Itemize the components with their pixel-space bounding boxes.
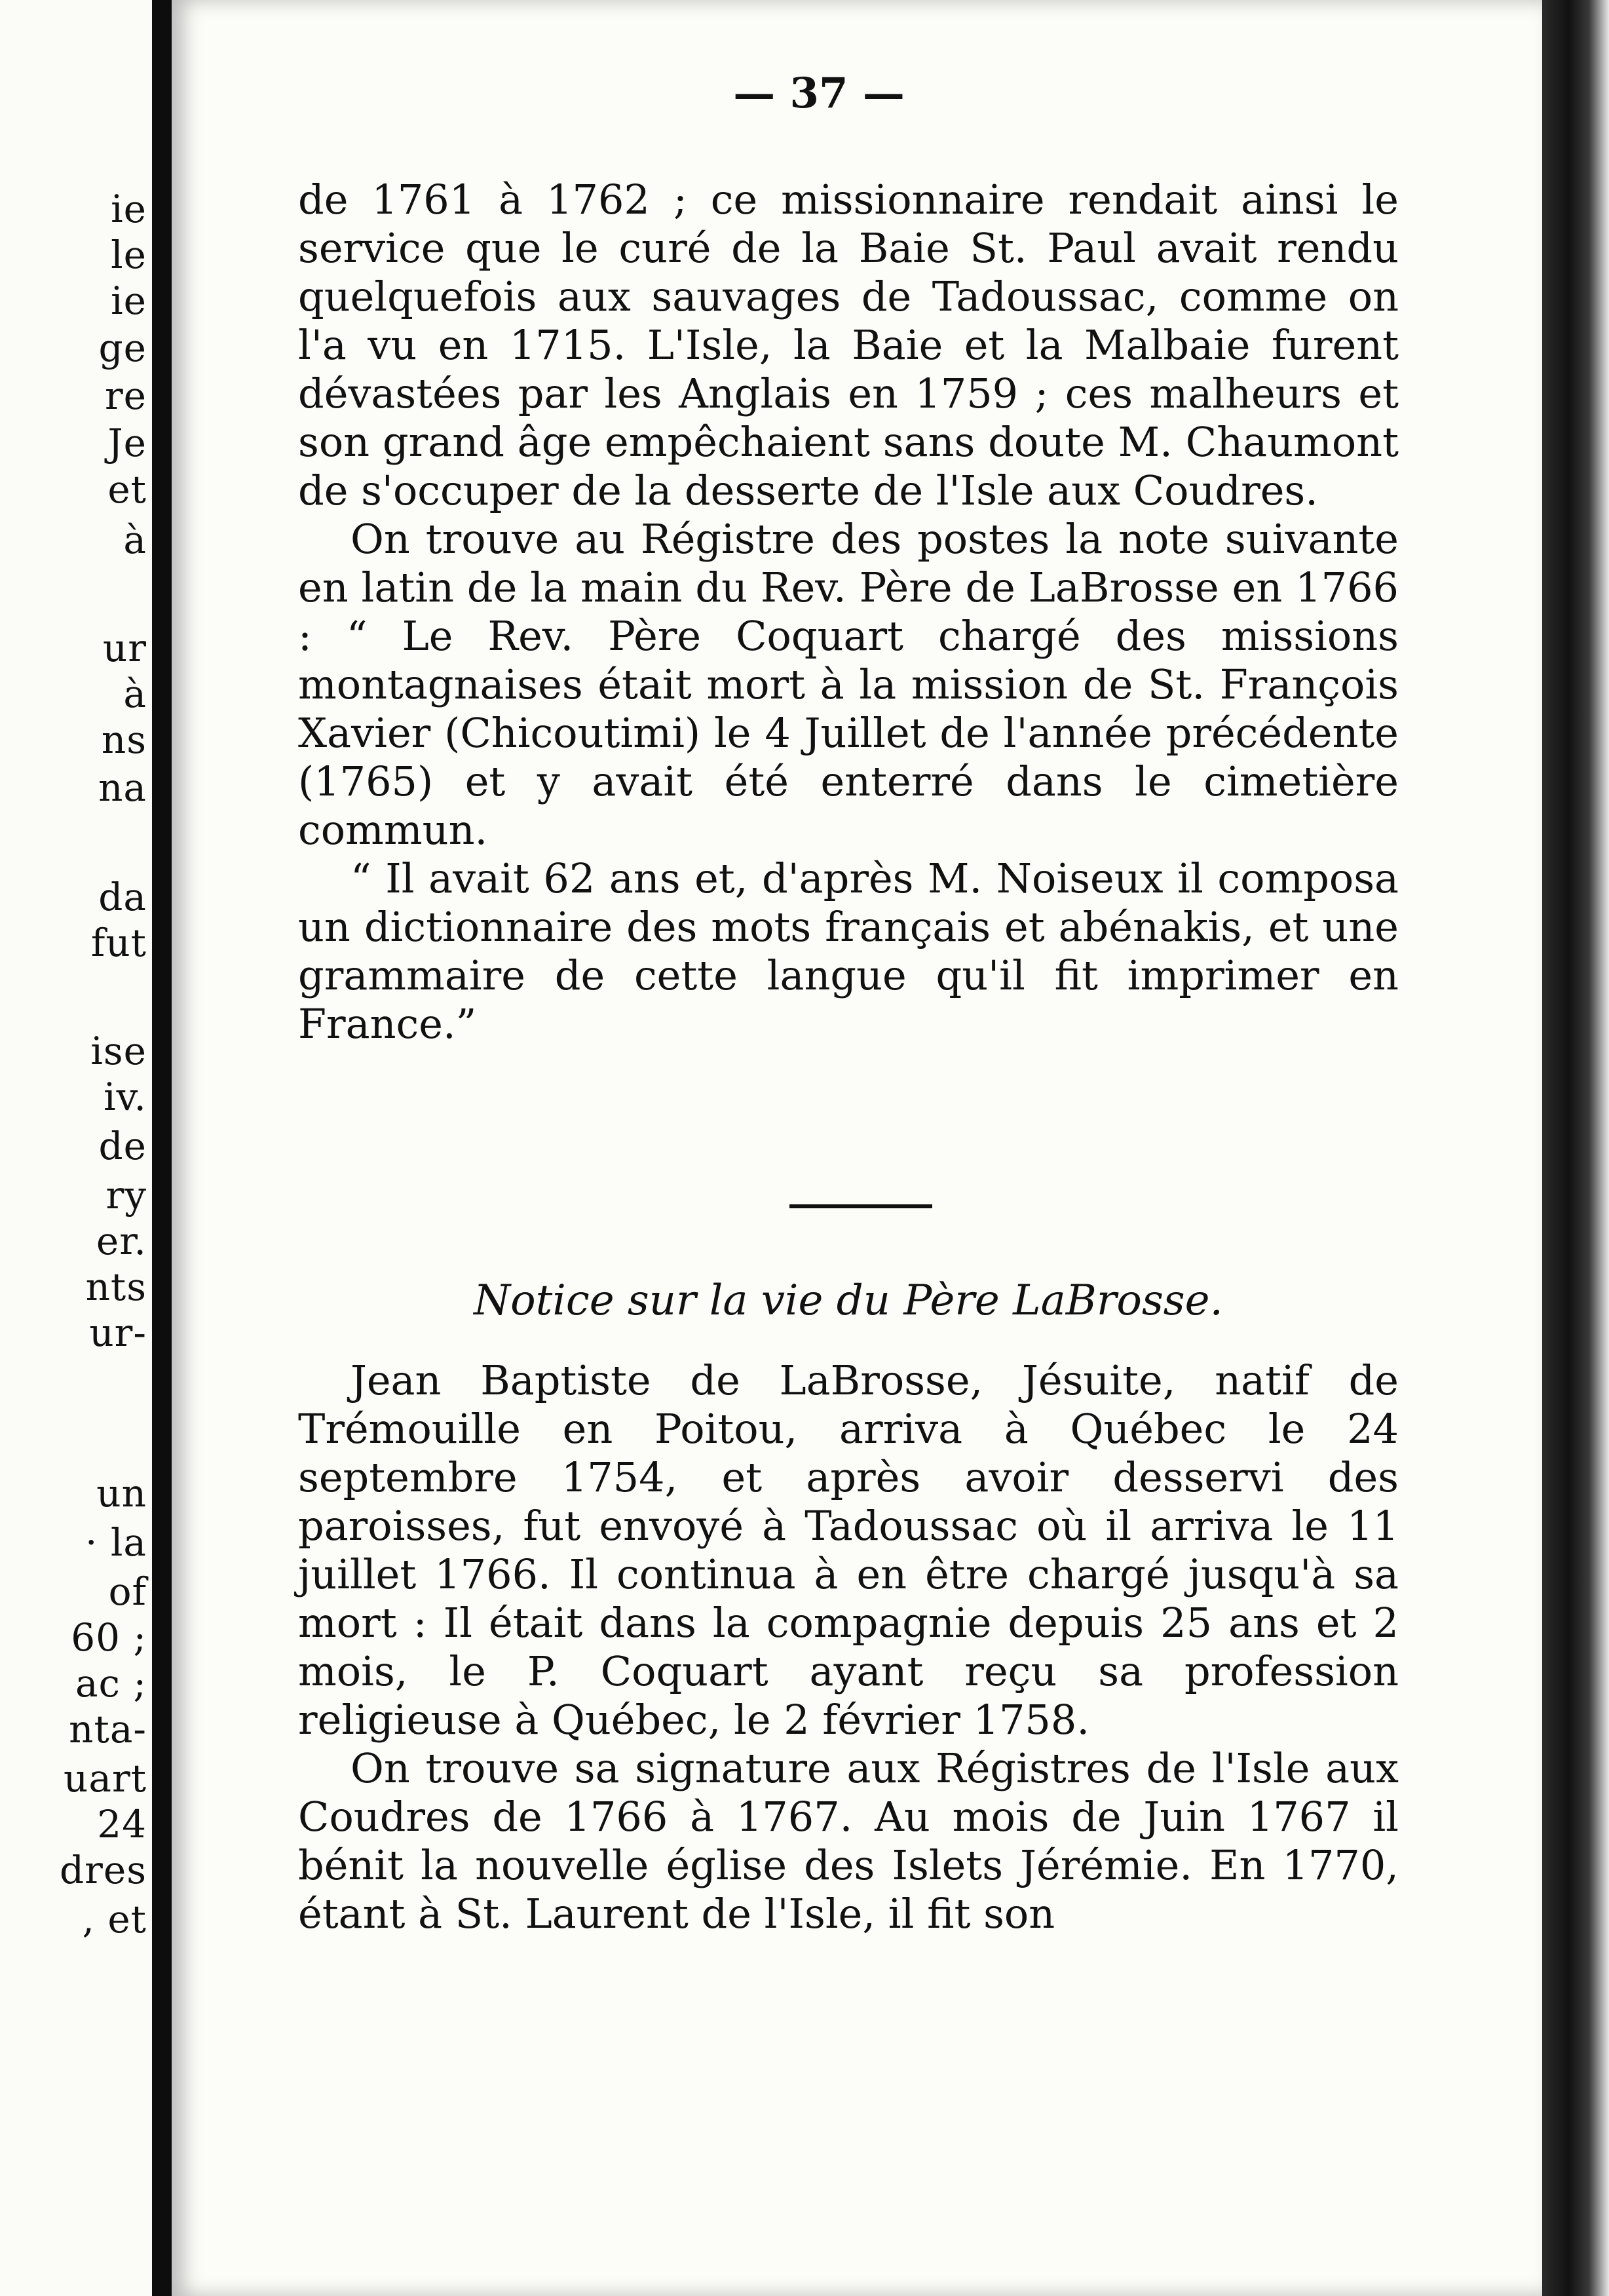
paragraph-labrosse-bio: Jean Baptiste de LaBrosse, Jésuite, natif de Trémouille en Poitou, arriva à Québec le 24 septembre 1754, et après avoir desservi des paroisses, fut envoyé à Tadoussac où il arriva le 11 juillet 1766. Il continua à en être chargé jusqu'à sa mort : Il était dans la compagnie depuis 25 ans et 2 mois, le P. Coquart ayant reçu sa profession religieuse à Québec, le 2 février 1758. [298, 1356, 1399, 1744]
left-page-fragment: de [98, 1124, 147, 1168]
left-page-fragment: uart [64, 1756, 147, 1801]
left-page-fragment: ge [98, 326, 147, 370]
left-page-edge [0, 0, 152, 2296]
book-gutter [152, 0, 172, 2296]
left-page-fragment: 60 ; [71, 1615, 147, 1660]
paragraph-noiseux-quote: “ Il avait 62 ans et, d'après M. Noiseux il composa un dictionnaire des mots français et abénakis, et une grammaire de cette langue qu'il fit imprimer en France.” [298, 854, 1399, 1048]
right-page-edge [1542, 0, 1609, 2296]
left-page-fragment: , et [82, 1897, 147, 1942]
left-page-fragment: ur- [89, 1311, 147, 1355]
left-page-fragment: nts [85, 1265, 147, 1309]
left-page-fragment: ie [111, 187, 147, 231]
left-page-fragment: da [98, 875, 147, 919]
left-page-fragment: iv. [104, 1075, 147, 1119]
left-page-fragment: à [123, 672, 147, 716]
left-page-fragment: na [98, 765, 147, 810]
text-block-lower [298, 1356, 1399, 1938]
left-page-fragment: un [96, 1471, 147, 1516]
left-page-fragment: à [123, 518, 147, 562]
paragraph-continuation: de 1761 à 1762 ; ce missionnaire rendait ainsi le service que le curé de la Baie St. Paul avait rendu quelquefois aux sauvages de Tadoussac, comme on l'a vu en 1715. L'Isle, la Baie et la Malbaie furent dévastées par les Anglais en 1759 ; ces malheurs et son grand âge empêchaient sans doute M. Chaumont de s'occuper de la desserte de l'Isle aux Coudres. [298, 176, 1399, 514]
left-page-fragment: re [104, 373, 147, 418]
section-title: Notice sur la vie du Père LaBrosse. [474, 1276, 1223, 1325]
section-divider [789, 1204, 932, 1208]
left-page-fragment: ise [90, 1029, 147, 1073]
page-number: — 37 — [733, 69, 905, 118]
left-page-fragment: · la [85, 1520, 147, 1565]
left-page-fragment: le [111, 233, 147, 277]
left-page-fragment: Je [107, 421, 147, 465]
left-page-fragment: ns [101, 718, 147, 762]
left-page-fragment: of [108, 1569, 147, 1614]
left-page-fragment: et [107, 467, 147, 512]
left-page-fragment: 24 [97, 1802, 147, 1846]
left-page-fragment: ur [102, 626, 147, 670]
left-page-fragment: dres [60, 1848, 147, 1892]
paragraph-registre-note: On trouve au Régistre des postes la note suivante en latin de la main du Rev. Père de LaBrosse en 1766 : “ Le Rev. Père Coquart chargé des missions montagnaises était mort à la mission de St. François Xavier (Chicoutimi) le 4 Juillet de l'année précédente (1765) et y avait été enterré dans le cimetière commun. [298, 515, 1399, 854]
text-block-upper [298, 176, 1399, 1048]
left-page-fragment: ac ; [75, 1661, 147, 1706]
left-page-fragment: ry [105, 1173, 147, 1217]
left-page-fragment: fut [90, 921, 147, 965]
paragraph-signature: On trouve sa signature aux Régistres de l'Isle aux Coudres de 1766 à 1767. Au mois de Juin 1767 il bénit la nouvelle église des Islets Jérémie. En 1770, étant à St. Laurent de l'Isle, il fit son [298, 1744, 1399, 1938]
left-page-fragment: ie [111, 278, 147, 323]
left-page-fragment: nta- [69, 1707, 147, 1751]
left-page-fragment: er. [96, 1219, 147, 1263]
